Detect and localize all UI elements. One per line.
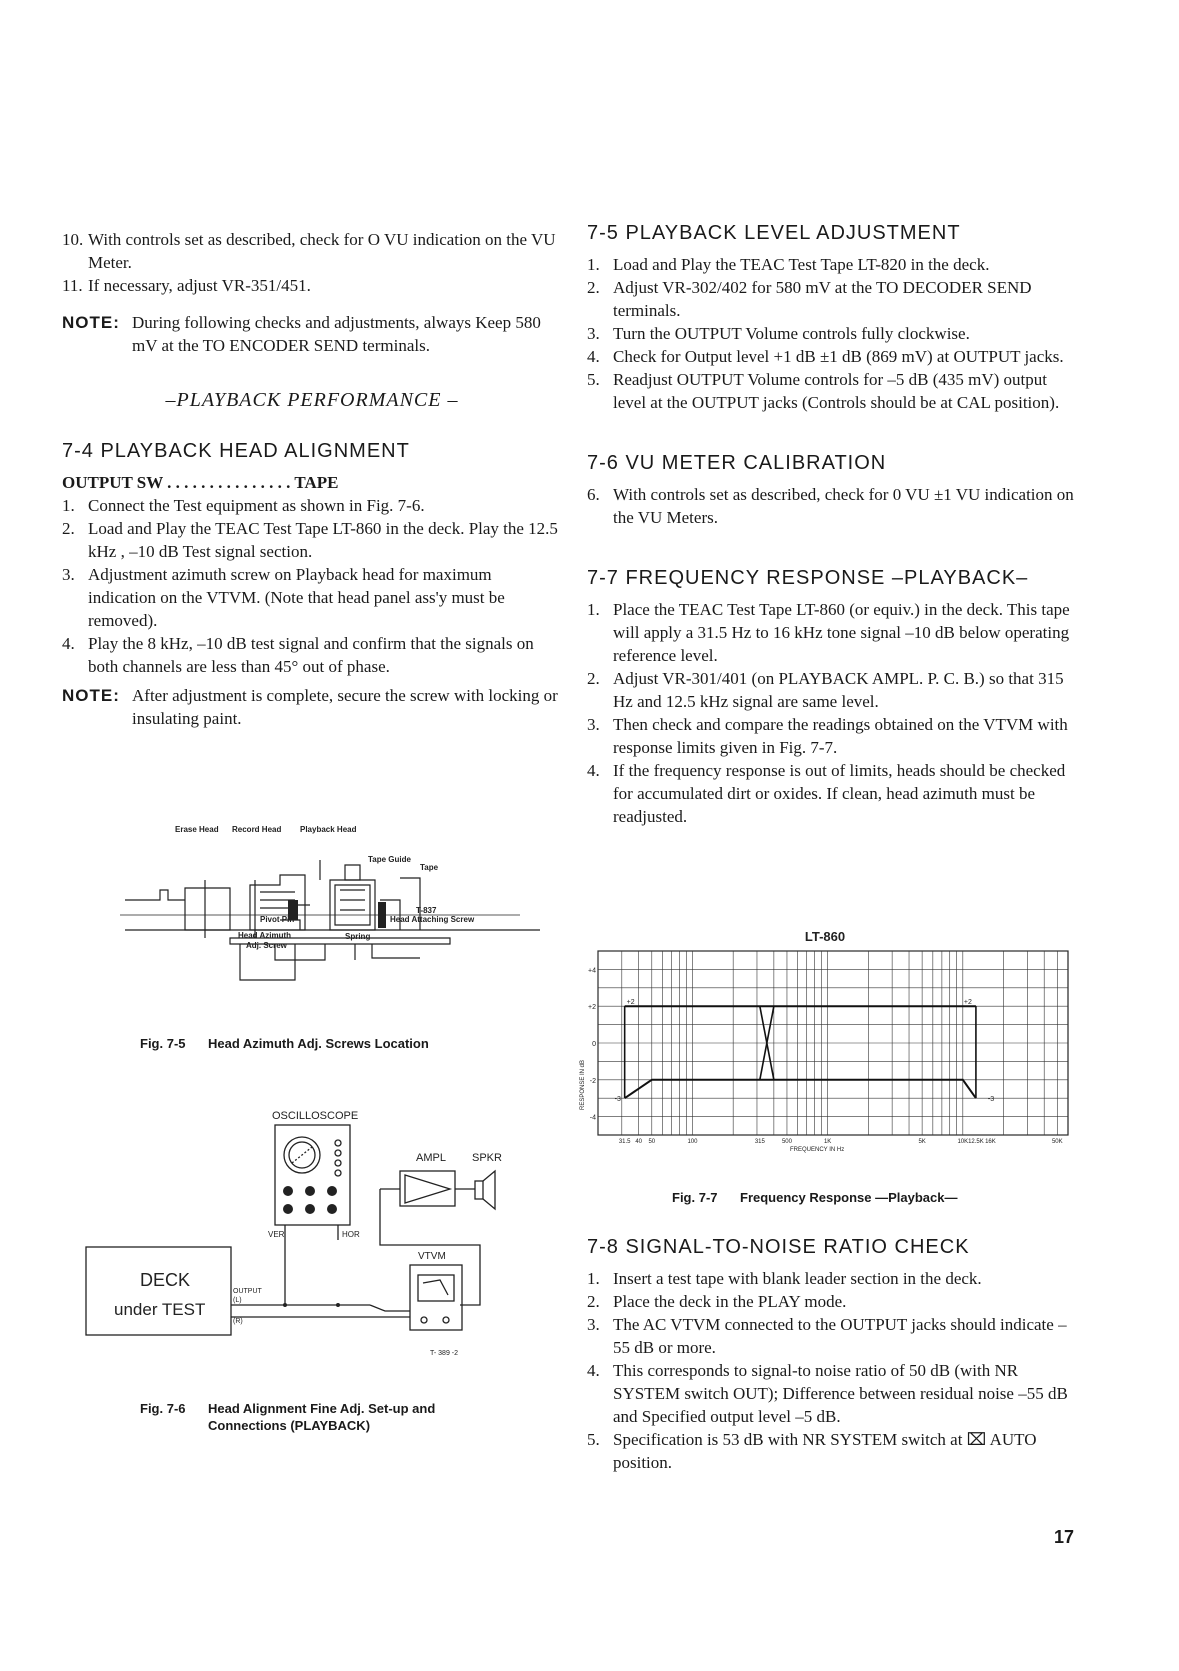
- list-item: 4. Check for Output level +1 dB ±1 dB (869 mV) at OUTPUT jacks.: [587, 347, 1064, 366]
- label-head-azimuth: Head Azimuth: [238, 931, 292, 940]
- x-tick-label: 40: [635, 1139, 643, 1145]
- x-tick-label: 10K: [957, 1139, 969, 1145]
- x-tick-label: 500: [781, 1139, 792, 1145]
- y-tick-label: -4: [589, 1114, 596, 1122]
- fig-7-5-caption: Fig. 7-5 Head Azimuth Adj. Screws Location: [140, 1036, 429, 1051]
- data-label: -3: [987, 1096, 995, 1104]
- section-7-4-title: 7-4 PLAYBACK HEAD ALIGNMENT: [62, 440, 410, 462]
- list-item: 3. Turn the OUTPUT Volume controls fully clockwise.: [587, 324, 970, 343]
- list-item: 3. The AC VTVM connected to the OUTPUT jacks should indicate –55 dB or more.: [587, 1315, 1067, 1357]
- label-right-ch: (R): [233, 1318, 243, 1325]
- list-item: 2. Load and Play the TEAC Test Tape LT-860 in the deck. Play the 12.5 kHz , –10 dB Test signal section.: [62, 519, 558, 561]
- x-tick-label: 5K: [918, 1139, 926, 1145]
- left-column: [62, 228, 562, 730]
- list-item: 5. Specification is 53 dB with NR SYSTEM switch at ⌧ AUTO position.: [587, 1430, 1037, 1472]
- label-ver: VER: [268, 1230, 285, 1239]
- head-azimuth-diagram: [120, 825, 520, 1010]
- list-item: 1. Insert a test tape with blank leader section in the deck.: [587, 1269, 982, 1288]
- y-tick-label: -2: [589, 1077, 596, 1085]
- list-item: 2. Place the deck in the PLAY mode.: [587, 1292, 847, 1311]
- list-item: 10. With controls set as described, check for O VU indication on the VU Meter.: [62, 230, 556, 272]
- label-erase-head: Erase Head: [175, 825, 219, 834]
- list-item: 11. If necessary, adjust VR-351/451.: [62, 276, 311, 295]
- label-deck: DECK: [140, 1270, 191, 1290]
- y-tick-label: 0: [592, 1041, 596, 1048]
- label-adj-screw: Adj. Screw: [246, 941, 287, 950]
- page-number: 17: [1054, 1527, 1075, 1547]
- list-item: 2. Adjust VR-301/401 (on PLAYBACK AMPL. P. C. B.) so that 315 Hz and 12.5 kHz signal are same level.: [587, 669, 1064, 711]
- series-line-lower: [625, 1080, 976, 1098]
- x-tick-label: 1K: [823, 1139, 832, 1145]
- section-7-8-title: 7-8 SIGNAL-TO-NOISE RATIO CHECK: [587, 1236, 970, 1258]
- chart-title: LT-860: [804, 929, 846, 944]
- y-tick-label: +2: [588, 1004, 596, 1012]
- x-tick-label: 100: [687, 1139, 698, 1145]
- label-attaching-screw: Head Attaching Screw: [390, 915, 475, 924]
- label-tape: Tape: [420, 863, 439, 872]
- section-7-5-list: [587, 253, 1077, 414]
- output-sw-line: OUTPUT SW . . . . . . . . . . . . . . . TAPE: [62, 473, 339, 492]
- label-output: OUTPUT: [233, 1288, 262, 1295]
- data-label: +2: [626, 999, 635, 1007]
- playback-performance-title: –PLAYBACK PERFORMANCE –: [165, 389, 459, 411]
- x-tick-label: 16K: [985, 1139, 996, 1145]
- x-tick-label: 31.5: [618, 1139, 631, 1145]
- label-left-ch: (L): [233, 1297, 242, 1304]
- list-item: 2. Adjust VR-302/402 for 580 mV at the TO DECODER SEND terminals.: [587, 278, 1032, 320]
- x-tick-label: 12.5K: [968, 1139, 984, 1145]
- label-under-test: under TEST: [114, 1300, 206, 1319]
- label-tape-guide: Tape Guide: [368, 855, 411, 864]
- label-spring: Spring: [345, 932, 371, 941]
- chart-ylabel: RESPONSE IN dB: [580, 1059, 586, 1110]
- x-tick-label: 50: [648, 1139, 656, 1145]
- list-item: 4. If the frequency response is out of limits, heads should be checked for accumulated dirt or oxides. If clean, head azimuth must be readjusted.: [587, 761, 1066, 826]
- x-tick-label: 50K: [1051, 1139, 1063, 1145]
- test-setup-diagram: [80, 1105, 520, 1365]
- label-ampl: AMPL: [416, 1152, 446, 1164]
- list-item: 1. Place the TEAC Test Tape LT-860 (or equiv.) in the deck. This tape will apply a 31.5 Hz to 16 kHz tone signal –10 dB below operating reference level.: [587, 600, 1070, 665]
- list-item: 3. Then check and compare the readings obtained on the VTVM with response limits given in Fig. 7-7.: [587, 715, 1068, 757]
- label-hor: HOR: [342, 1230, 360, 1239]
- frequency-response-chart: [570, 925, 1070, 1155]
- x-tick-label: 315: [754, 1139, 765, 1145]
- data-label: -3: [614, 1096, 621, 1104]
- section-7-8: [587, 1236, 1077, 1474]
- label-vtvm: VTVM: [418, 1251, 446, 1262]
- list-item: 3. Adjustment azimuth screw on Playback head for maximum indication on the VTVM. (Note that head panel ass'y must be removed).: [62, 565, 505, 630]
- chart-xlabel: FREQUENCY IN Hz: [790, 1147, 845, 1153]
- note-locking: NOTE: After adjustment is complete, secure the screw with locking or insulating paint.: [62, 686, 558, 728]
- fig-7-7-caption: Fig. 7-7 Frequency Response —Playback—: [672, 1190, 958, 1205]
- section-7-8-list: [587, 1267, 1077, 1474]
- section-7-4-list: [62, 494, 562, 678]
- label-oscilloscope: OSCILLOSCOPE: [272, 1110, 359, 1122]
- y-tick-label: +4: [588, 967, 596, 975]
- list-item: 5. Readjust OUTPUT Volume controls for –5 dB (435 mV) output level at the OUTPUT jacks (Controls should be at CAL position).: [587, 370, 1060, 412]
- label-spkr: SPKR: [472, 1152, 502, 1164]
- label-t837: T-837: [416, 906, 437, 915]
- section-7-6-title: 7-6 VU METER CALIBRATION: [587, 452, 887, 474]
- section-7-7-list: [587, 598, 1077, 828]
- label-pivot-pin: Pivot Pin: [260, 915, 295, 924]
- list-item: 4. Play the 8 kHz, –10 dB test signal and confirm that the signals on both channels are less than 45° out of phase.: [62, 634, 534, 676]
- list-item: 1. Connect the Test equipment as shown in Fig. 7-6.: [62, 496, 425, 515]
- intro-list: [62, 228, 562, 297]
- label-record-head: Record Head: [232, 825, 282, 834]
- data-label: +2: [963, 999, 972, 1007]
- section-7-7-title: 7-7 FREQUENCY RESPONSE –PLAYBACK–: [587, 567, 1029, 589]
- section-7-5-title: 7-5 PLAYBACK LEVEL ADJUSTMENT: [587, 222, 961, 244]
- note-encoder: NOTE: During following checks and adjustments, always Keep 580 mV at the TO ENCODER SEND terminals.: [62, 313, 541, 355]
- list-item: 4. This corresponds to signal-to noise ratio of 50 dB (with NR SYSTEM switch OUT); Difference between residual noise –55 dB and Specified output level –5 dB.: [587, 1361, 1068, 1426]
- fig-7-6-caption: Fig. 7-6 Head Alignment Fine Adj. Set-up and Connections (PLAYBACK): [140, 1401, 436, 1433]
- list-item: 1. Load and Play the TEAC Test Tape LT-820 in the deck.: [587, 255, 990, 274]
- label-code: T- 389 -2: [430, 1350, 459, 1357]
- right-column: [587, 222, 1077, 828]
- list-item: 6. With controls set as described, check for 0 VU ±1 VU indication on the VU Meters.: [587, 485, 1074, 527]
- section-7-6-list: [587, 483, 1077, 529]
- label-playback-head: Playback Head: [300, 825, 357, 834]
